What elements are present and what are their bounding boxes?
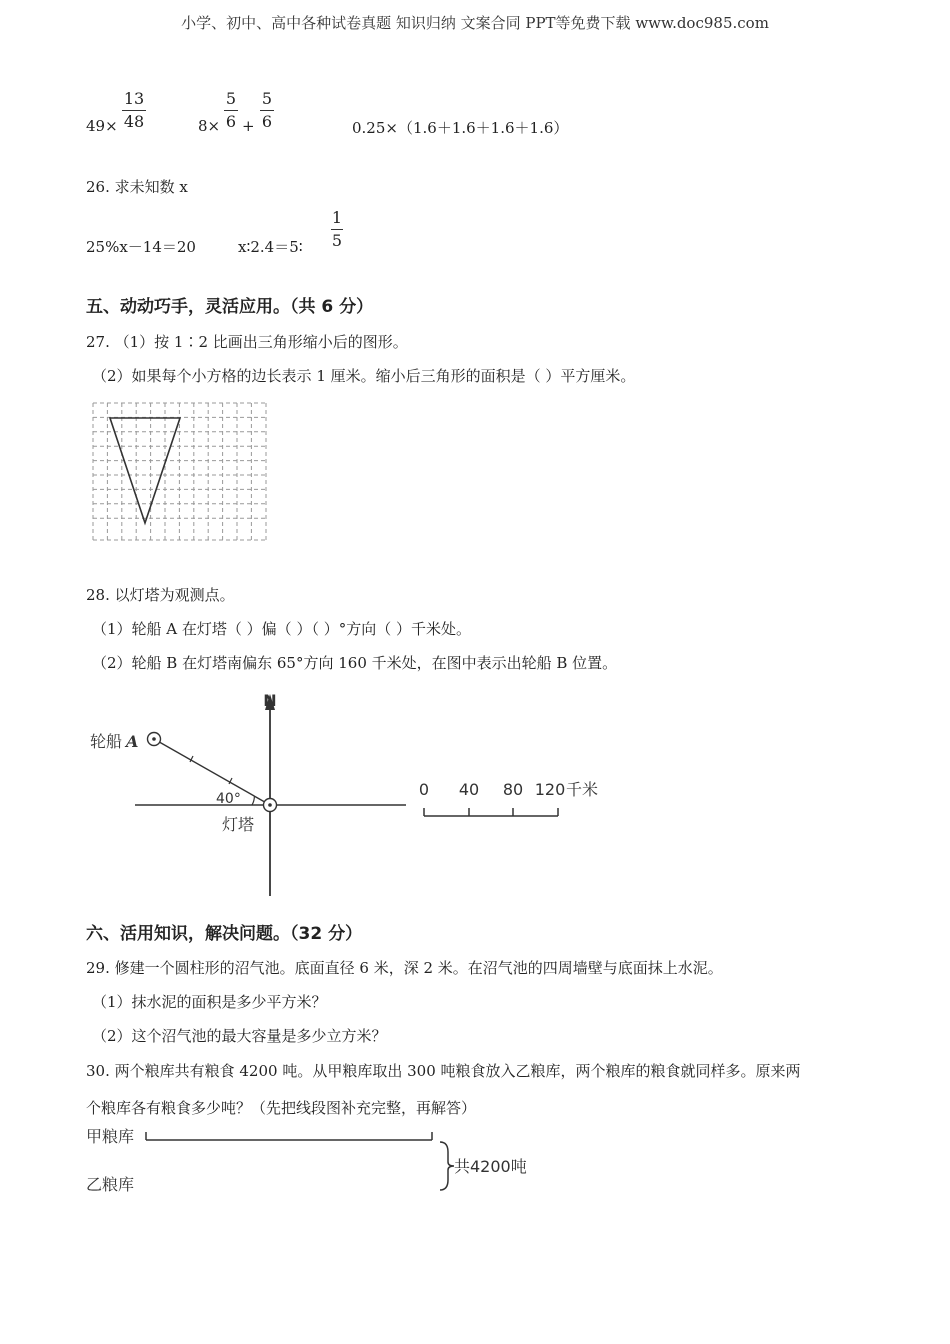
triangle-grid[interactable] — [90, 400, 270, 545]
compass-diagram[interactable] — [80, 680, 640, 905]
q28-line2: （1）轮船 A 在灯塔（ ）偏（ ）（ ）°方向（ ）千米处。 — [92, 620, 471, 638]
page-header: 小学、初中、高中各种试卷真题 知识归纳 文案合同 PPT等免费下载 www.doc985.com — [181, 14, 769, 32]
granary-a-segment — [146, 1132, 432, 1140]
section-5-heading: 五、动动巧手，灵活应用。（共 6 分） — [86, 297, 374, 317]
fraction-denominator: 6 — [225, 112, 237, 131]
q30-line1: 30. 两个粮库共有粮食 4200 吨。从甲粮库取出 300 吨粮食放入乙粮库，两个粮库的粮食就同样多。原来两 — [86, 1062, 801, 1080]
granary-b-label: 乙粮库 — [86, 1175, 135, 1194]
total-brace — [440, 1142, 454, 1190]
total-label: 共4200吨 — [454, 1157, 527, 1176]
expr2-fraction-2 — [260, 90, 274, 131]
fraction-numerator: 1 — [331, 208, 343, 227]
triangle-shape — [110, 418, 180, 523]
scale-tick-40: 40 — [458, 780, 480, 799]
q28-line1: 28. 以灯塔为观测点。 — [86, 586, 235, 604]
q30-line2: 个粮库各有粮食多少吨？（先把线段图补充完整，再解答） — [86, 1099, 477, 1117]
fraction-denominator: 5 — [331, 231, 343, 250]
fraction-numerator: 5 — [225, 89, 237, 108]
scale-tick-0: 0 — [418, 780, 430, 799]
expr1-fraction — [122, 90, 146, 131]
expr3: 0.25×（1.6＋1.6＋1.6＋1.6） — [352, 119, 569, 137]
q29-line2: （1）抹水泥的面积是多少平方米？ — [92, 993, 327, 1011]
q28-line3: （2）轮船 B 在灯塔南偏东 65°方向 160 千米处，在图中表示出轮船 B 位置。 — [92, 654, 618, 672]
fraction-numerator: 5 — [261, 89, 273, 108]
fraction-denominator: 48 — [123, 112, 145, 131]
q27-line2: （2）如果每个小方格的边长表示 1 厘米。缩小后三角形的面积是（ ）平方厘米。 — [92, 367, 636, 385]
q26-title: 26. 求未知数 x — [86, 178, 188, 196]
ship-a-marker-icon — [148, 733, 161, 746]
fraction-numerator: 13 — [123, 89, 145, 108]
scale-unit: 千米 — [566, 780, 599, 799]
ship-a-letter: A — [126, 732, 139, 751]
north-label: N — [263, 691, 277, 710]
lighthouse-marker-icon — [264, 799, 277, 812]
fraction-denominator: 6 — [261, 112, 273, 131]
q26-eq2-prefix: x∶2.4＝5∶ — [238, 238, 303, 256]
expr1-prefix: 49× — [86, 117, 118, 135]
ship-a-label: 轮船 — [90, 732, 123, 751]
scale-tick-80: 80 — [502, 780, 524, 799]
q26-eq1: 25%x－14＝20 — [86, 238, 196, 256]
scale-bar — [424, 808, 558, 816]
segment-diagram[interactable] — [80, 1118, 540, 1198]
expr2-prefix: 8× — [198, 117, 221, 135]
expr2-plus: + — [242, 117, 255, 135]
angle-arc — [252, 796, 254, 805]
q29-line3: （2）这个沼气池的最大容量是多少立方米？ — [92, 1027, 387, 1045]
q27-line1: 27. （1）按 1∶2 比画出三角形缩小后的图形。 — [86, 333, 408, 351]
q29-line1: 29. 修建一个圆柱形的沼气池。底面直径 6 米，深 2 米。在沼气池的四周墙壁与底面抹上水泥。 — [86, 959, 723, 977]
granary-a-label: 甲粮库 — [86, 1127, 135, 1146]
lighthouse-label: 灯塔 — [222, 815, 255, 834]
q26-eq2-fraction — [331, 209, 343, 250]
scale-tick-120: 120 — [534, 780, 566, 799]
expr2-fraction-1 — [224, 90, 238, 131]
angle-label: 40° — [216, 791, 241, 807]
section-6-heading: 六、活用知识，解决问题。（32 分） — [86, 924, 363, 944]
